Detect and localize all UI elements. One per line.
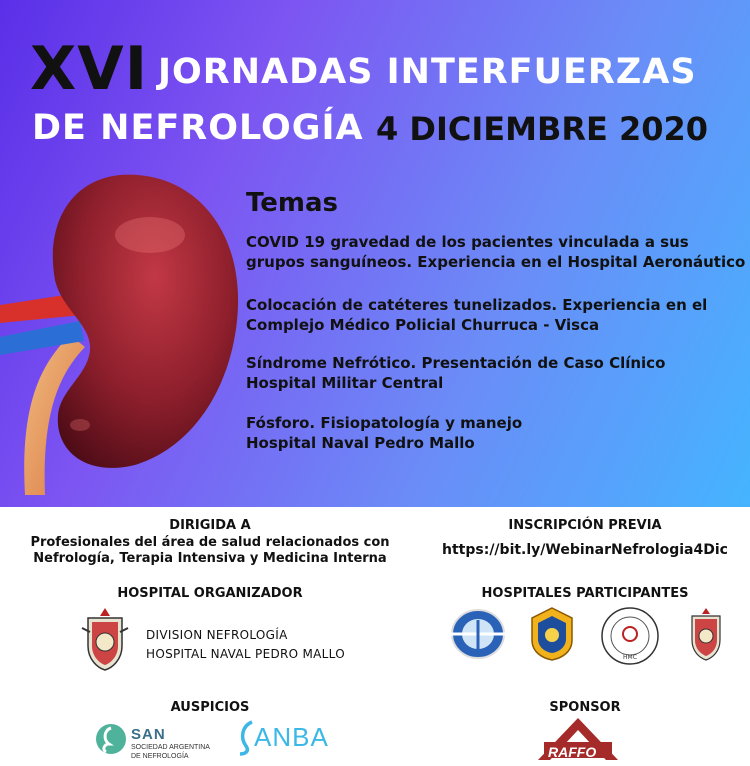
tema-item: Colocación de catéteres tunelizados. Experiencia en el Complejo Médico Policial Churruca - Visca: [246, 296, 708, 334]
tema-item: Fósforo. Fisiopatología y manejo Hospital Naval Pedro Mallo: [246, 414, 523, 452]
raffo-logo-text: RAFFO: [548, 744, 597, 760]
hospital-naval-shield-icon: [80, 606, 130, 672]
event-title-line1: JORNADAS INTERFUERZAS: [158, 52, 697, 92]
auspicios-heading: AUSPICIOS: [170, 700, 250, 715]
dirigida-text: Profesionales del área de salud relacionados con Nefrología, Terapia Intensiva y Medicina Interna: [30, 535, 390, 566]
organizador-text: DIVISION NEFROLOGÍA HOSPITAL NAVAL PEDRO MALLO: [146, 628, 345, 661]
hospital-aeronautico-emblem-icon: [447, 608, 509, 660]
organizador-heading: HOSPITAL ORGANIZADOR: [117, 586, 303, 601]
event-title-line2: DE NEFROLOGÍA: [32, 108, 364, 148]
inscripcion-heading: INSCRIPCIÓN PREVIA: [508, 518, 662, 533]
temas-heading: Temas: [246, 188, 339, 218]
san-logo-text: SAN SOCIEDAD ARGENTINA DE NEFROLOGÍA: [131, 726, 210, 760]
hospital-militar-central-emblem-icon: [600, 606, 660, 666]
sponsor-heading: SPONSOR: [549, 700, 621, 715]
kidney-illustration: [0, 165, 250, 495]
tema-item: COVID 19 gravedad de los pacientes vinculada a sus grupos sanguíneos. Experiencia en el Hospital Aeronáutico: [246, 233, 746, 271]
hospital-churruca-emblem-icon: [528, 606, 576, 662]
san-logo-icon: [94, 722, 128, 756]
dirigida-heading: DIRIGIDA A: [169, 518, 251, 533]
anba-logo-text: ANBA: [254, 722, 329, 752]
event-date: 4 DICIEMBRE 2020: [376, 110, 709, 148]
hospital-naval-emblem-icon: [686, 606, 726, 662]
tema-item: Síndrome Nefrótico. Presentación de Caso Clínico Hospital Militar Central: [246, 354, 666, 392]
participantes-heading: HOSPITALES PARTICIPANTES: [481, 586, 689, 601]
hmc-label: HMC: [623, 654, 637, 661]
edition-number: XVI: [30, 34, 149, 104]
inscripcion-link[interactable]: https://bit.ly/WebinarNefrologia4Dic: [442, 542, 728, 558]
